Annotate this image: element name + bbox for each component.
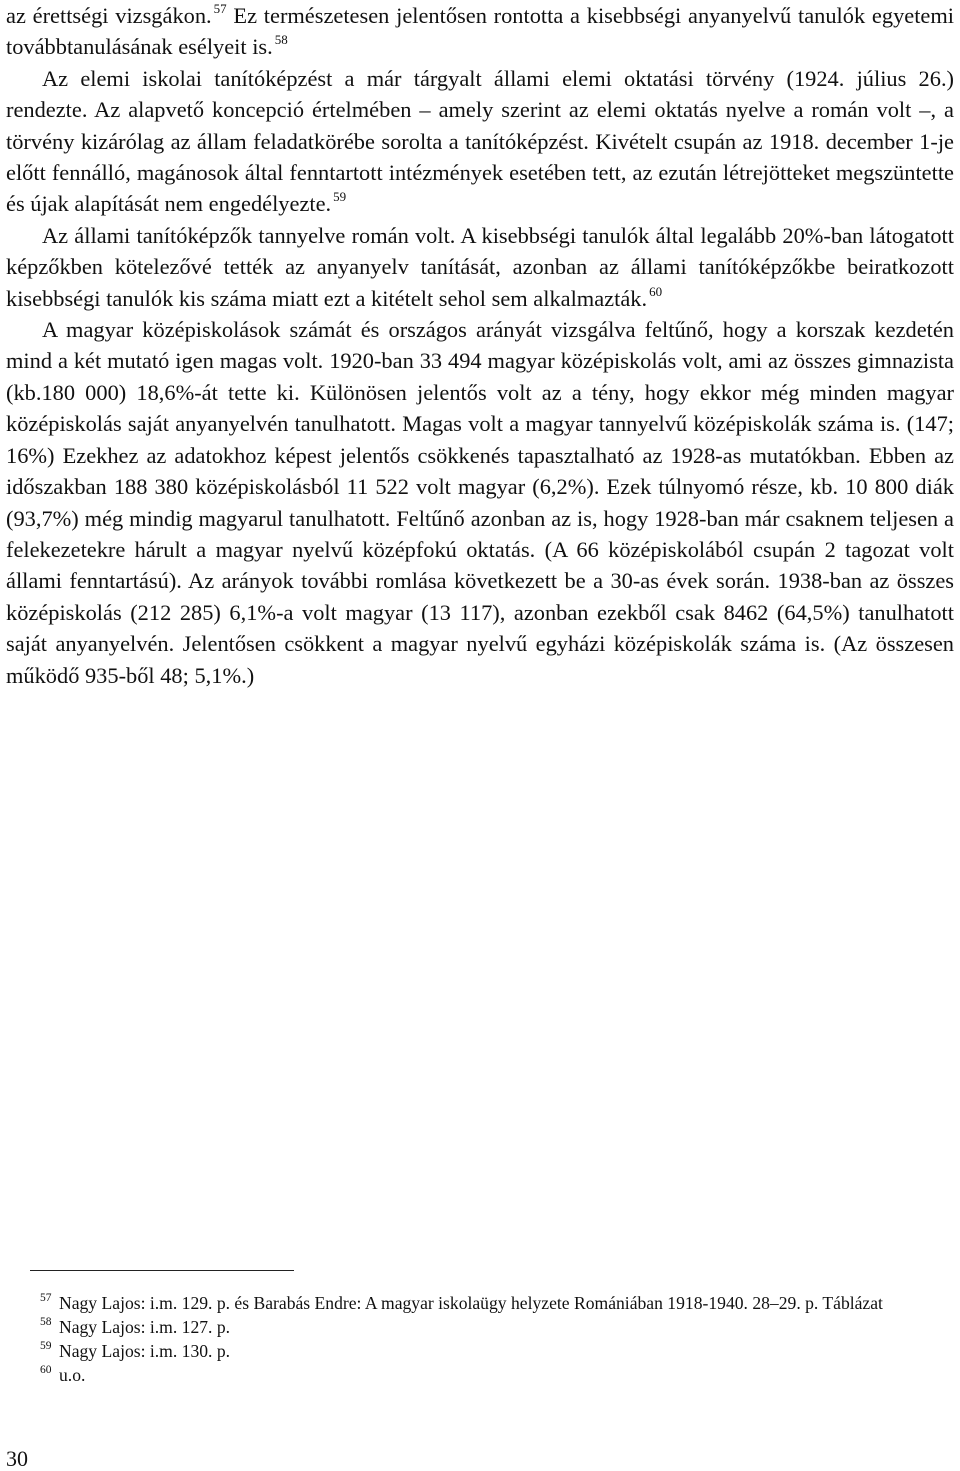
paragraph-4-text: A magyar középiskolások számát és országos arányát vizsgálva feltűnő, hogy a korszak kezdetén mind a két mutató igen magas volt. 1920-ban 33 494 magyar középiskolás volt, ami az összes gimnazista (kb.180 000) 18,6%-át tette ki. Különösen jelentős volt az a tény, hogy ekkor még minden magyar középiskolás saját anyanyelvén tanulhatott. Magas volt a magyar tannyelvű középiskolák száma is. (147; 16%) Ezekhez az adatokhoz képest jelentős csökkenés tapasztalható az 1928-as mutatókban. Ebben az időszakban 188 380 középiskolásból 11 522 volt magyar (6,2%). Ezek túlnyomó része, kb. 10 800 diák (93,7%) még mindig magyarul tanulhatott. Feltűnő azonban az is, hogy 1928-ban már csaknem teljesen a felekezetekre hárult a magyar nyelvű középfokú oktatás. (A 66 középiskolából csupán 2 tagozat volt állami fenntartású). Az arányok további romlása következett be a 30-as évek során. 1938-ban az összes középiskolás (212 285) 6,1%-a volt magyar (13 117), azonban ezekből csak 8462 (64,5%) tanulhatott saját anyanyelvén. Jelentősen csökkent a magyar nyelvű egyházi középiskolák száma is. (Az összesen működő 935-ből 48; 5,1%.): [6, 317, 954, 688]
main-text: [6, 0, 954, 691]
footnote-ref-57[interactable]: 57: [213, 1, 227, 16]
footnote-58: 58 Nagy Lajos: i.m. 127. p.: [40, 1316, 231, 1337]
footnote-ref-58[interactable]: 58: [274, 32, 288, 48]
footnote-text: Nagy Lajos: i.m. 129. p. és Barabás Endre: A magyar iskolaügy helyzete Romániában 1918-1940. 28–29. p. Táblázat: [59, 1293, 883, 1313]
footnote-text: Nagy Lajos: i.m. 130. p.: [59, 1341, 231, 1361]
footnote-text: u.o.: [59, 1365, 86, 1385]
footnote-ref-60[interactable]: 60: [649, 283, 663, 299]
page-number: 30: [6, 1446, 28, 1471]
paragraph-2: [6, 63, 954, 220]
paragraph-1: [6, 0, 954, 63]
footnote-60: 60 u.o.: [40, 1364, 86, 1385]
footnote-ref-59[interactable]: 59: [333, 189, 347, 205]
footnote-57: 57 Nagy Lajos: i.m. 129. p. és Barabás Endre: A magyar iskolaügy helyzete Romániában 1918-1940. 28–29. p. Táblázat: [40, 1292, 883, 1313]
footnote-separator: [30, 1270, 294, 1271]
paragraph-1-text-a: az érettségi vizsgákon.: [6, 3, 212, 28]
paragraph-2-text: Az elemi iskolai tanítóképzést a már tárgyalt állami elemi oktatási törvény (1924. július 26.) rendezte. Az alapvető koncepció értelmében – amely szerint az elemi oktatás nyelve a román volt –, a törvény kizárólag az állam feladatkörébe sorolta a tanítóképzést. Kivételt csupán az 1918. december 1-je előtt fennálló, magánosok által fenntartott intézmények esetében tett, az ezután létrejötteket megszüntette és újak alapítását nem engedélyezte.: [6, 65, 954, 217]
footnote-text: Nagy Lajos: i.m. 127. p.: [59, 1317, 231, 1337]
footnotes: [40, 1291, 956, 1387]
paragraph-4: [6, 314, 954, 691]
paragraph-3-text: Az állami tanítóképzők tannyelve román volt. A kisebbségi tanulók által legalább 20%-ban látogatott képzőkben kötelezővé tették az anyanyelv tanítását, azonban az állami tanítóképzőkbe beiratkozott kisebbségi tanulók kis száma miatt ezt a kitételt sehol sem alkalmazták.: [6, 222, 954, 311]
paragraph-1-text-b: Ez természetesen jelentősen rontotta a kisebbségi anyanyelvű tanulók egyetemi továbbtanulásának esélyeit is.: [6, 3, 954, 60]
paragraph-3: [6, 220, 954, 314]
footnote-59: 59 Nagy Lajos: i.m. 130. p.: [40, 1340, 231, 1361]
